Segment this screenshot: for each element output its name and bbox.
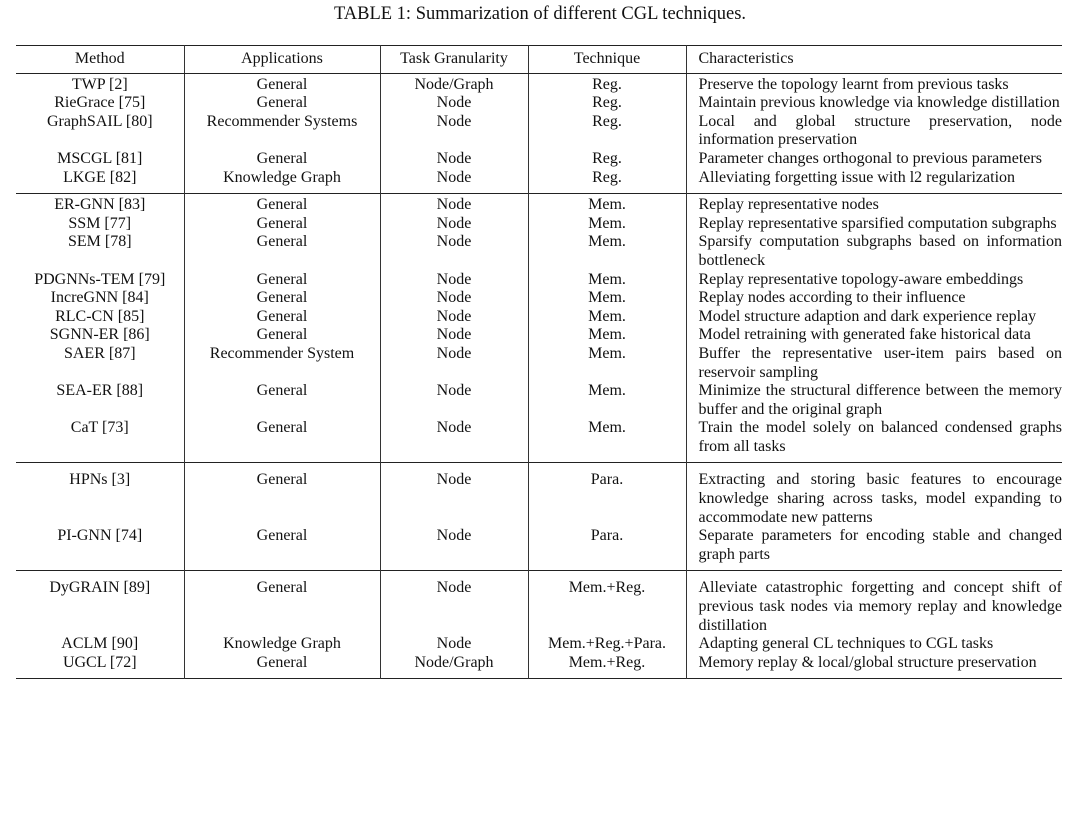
- cell-characteristics: Sparsify computation subgraphs based on information bottleneck: [698, 233, 1062, 269]
- cell-granularity: Node: [380, 463, 528, 527]
- table-row: [16, 169, 1062, 194]
- cell-method: SEA-ER [88]: [16, 382, 184, 419]
- table-row: [16, 635, 1062, 654]
- cell-granularity: Node: [380, 113, 528, 150]
- group-regularization: [16, 73, 1062, 194]
- cell-application: General: [184, 289, 380, 308]
- header-applications: Applications: [184, 46, 380, 74]
- cell-application: Knowledge Graph: [184, 635, 380, 654]
- cell-method: PI-GNN [74]: [16, 527, 184, 571]
- table-row: [16, 113, 1062, 150]
- table-row: [16, 271, 1062, 290]
- cell-application: General: [184, 215, 380, 234]
- cell-method: SAER [87]: [16, 345, 184, 382]
- cell-method: GraphSAIL [80]: [16, 113, 184, 150]
- cell-characteristics: Alleviating forgetting issue with l2 regularization: [698, 168, 1016, 186]
- group-parameter-isolation: [16, 463, 1062, 571]
- cell-technique: Reg.: [528, 169, 686, 194]
- table-row: [16, 326, 1062, 345]
- cell-method: HPNs [3]: [16, 463, 184, 527]
- cell-granularity: Node: [380, 308, 528, 327]
- cell-application: Knowledge Graph: [184, 169, 380, 194]
- cell-granularity: Node: [380, 527, 528, 571]
- cell-granularity: Node: [380, 382, 528, 419]
- cell-application: General: [184, 654, 380, 679]
- cell-characteristics: Replay representative nodes: [698, 196, 879, 214]
- cell-granularity: Node: [380, 94, 528, 113]
- cell-method: ER-GNN [83]: [16, 194, 184, 215]
- group-memory-replay: [16, 194, 1062, 463]
- cell-granularity: Node: [380, 419, 528, 463]
- table-row: [16, 308, 1062, 327]
- cell-technique: Mem.: [528, 326, 686, 345]
- cell-characteristics: Replay representative topology-aware embeddings: [698, 270, 1024, 288]
- cell-characteristics: Local and global structure preservation, node information preservation: [698, 112, 1062, 149]
- table-row: [16, 73, 1062, 94]
- table-row: [16, 215, 1062, 234]
- table-header: [16, 46, 1062, 74]
- cell-technique: Mem.: [528, 215, 686, 234]
- header-row: [16, 46, 1062, 74]
- cell-application: General: [184, 271, 380, 290]
- cell-technique: Reg.: [528, 94, 686, 113]
- table-row: [16, 382, 1062, 419]
- cell-technique: Mem.+Reg.+Para.: [528, 635, 686, 654]
- cell-method: ACLM [90]: [16, 635, 184, 654]
- cell-method: SEM [78]: [16, 233, 184, 270]
- cell-application: Recommender Systems: [184, 113, 380, 150]
- cell-method: SSM [77]: [16, 215, 184, 234]
- cell-granularity: Node: [380, 150, 528, 169]
- group-hybrid: [16, 571, 1062, 679]
- cell-method: SGNN-ER [86]: [16, 326, 184, 345]
- cell-application: General: [184, 150, 380, 169]
- cell-application: General: [184, 527, 380, 571]
- cell-characteristics: Train the model solely on balanced condensed graphs from all tasks: [698, 419, 1062, 455]
- table-row: [16, 463, 1062, 527]
- cell-technique: Mem.: [528, 345, 686, 382]
- cell-application: Recommender System: [184, 345, 380, 382]
- cell-application: General: [184, 326, 380, 345]
- cell-granularity: Node: [380, 271, 528, 290]
- cell-characteristics: Model structure adaption and dark experience replay: [698, 307, 1037, 325]
- cell-technique: Mem.: [528, 419, 686, 463]
- cell-application: General: [184, 571, 380, 635]
- cell-characteristics: Extracting and storing basic features to encourage knowledge sharing across tasks, model expanding to accommodate new patterns: [698, 471, 1062, 526]
- table-row: [16, 94, 1062, 113]
- cell-characteristics: Separate parameters for encoding stable and changed graph parts: [698, 527, 1062, 563]
- cell-method: MSCGL [81]: [16, 150, 184, 169]
- cell-technique: Mem.: [528, 271, 686, 290]
- table-row: [16, 289, 1062, 308]
- cell-technique: Mem.+Reg.: [528, 571, 686, 635]
- cell-technique: Reg.: [528, 113, 686, 150]
- cell-method: RieGrace [75]: [16, 94, 184, 113]
- cell-method: IncreGNN [84]: [16, 289, 184, 308]
- cell-characteristics: Parameter changes orthogonal to previous parameters: [698, 149, 1042, 167]
- cell-application: General: [184, 73, 380, 94]
- cell-method: RLC-CN [85]: [16, 308, 184, 327]
- cell-technique: Mem.+Reg.: [528, 654, 686, 679]
- cell-characteristics: Buffer the representative user-item pairs based on reservoir sampling: [698, 344, 1062, 381]
- cell-granularity: Node: [380, 571, 528, 635]
- header-technique: Technique: [528, 46, 686, 74]
- cell-granularity: Node: [380, 326, 528, 345]
- cell-granularity: Node: [380, 635, 528, 654]
- cell-technique: Mem.: [528, 194, 686, 215]
- cell-characteristics: Minimize the structural difference between the memory buffer and the original graph: [698, 382, 1062, 418]
- cell-application: General: [184, 463, 380, 527]
- cell-characteristics: Memory replay & local/global structure preservation: [698, 653, 1037, 671]
- cell-characteristics: Alleviate catastrophic forgetting and concept shift of previous task nodes via memory replay and knowledge distillation: [698, 579, 1062, 634]
- cell-characteristics: Replay nodes according to their influence: [698, 289, 966, 307]
- cell-granularity: Node: [380, 215, 528, 234]
- cell-characteristics: Preserve the topology learnt from previous tasks: [698, 75, 1009, 93]
- header-task-granularity: Task Granularity: [380, 46, 528, 74]
- cell-method: PDGNNs-TEM [79]: [16, 271, 184, 290]
- cell-method: DyGRAIN [89]: [16, 571, 184, 635]
- cell-characteristics: Replay representative sparsified computation subgraphs: [698, 214, 1057, 232]
- cell-technique: Reg.: [528, 73, 686, 94]
- table-row: [16, 150, 1062, 169]
- cell-characteristics: Model retraining with generated fake historical data: [698, 326, 1031, 344]
- cgl-techniques-table: [16, 45, 1062, 679]
- cell-granularity: Node: [380, 233, 528, 270]
- cell-technique: Mem.: [528, 308, 686, 327]
- table-caption: TABLE 1: Summarization of different CGL techniques.: [333, 4, 747, 24]
- cell-granularity: Node/Graph: [380, 73, 528, 94]
- cell-technique: Para.: [528, 463, 686, 527]
- cell-granularity: Node: [380, 289, 528, 308]
- cell-technique: Mem.: [528, 233, 686, 270]
- table-row: [16, 654, 1062, 679]
- header-method: Method: [16, 46, 184, 74]
- cell-granularity: Node: [380, 194, 528, 215]
- cell-technique: Mem.: [528, 382, 686, 419]
- cell-granularity: Node: [380, 345, 528, 382]
- table-row: [16, 233, 1062, 270]
- table-row: [16, 571, 1062, 635]
- cell-application: General: [184, 308, 380, 327]
- cell-application: General: [184, 194, 380, 215]
- cell-method: TWP [2]: [16, 73, 184, 94]
- cell-application: General: [184, 382, 380, 419]
- cell-method: CaT [73]: [16, 419, 184, 463]
- cell-technique: Para.: [528, 527, 686, 571]
- cell-characteristics: Maintain previous knowledge via knowledge distillation: [698, 94, 1060, 112]
- cell-technique: Reg.: [528, 150, 686, 169]
- cell-characteristics: Adapting general CL techniques to CGL tasks: [698, 635, 994, 653]
- table-row: [16, 194, 1062, 215]
- cell-application: General: [184, 419, 380, 463]
- cell-application: General: [184, 233, 380, 270]
- header-characteristics: Characteristics: [686, 46, 1062, 74]
- cell-method: LKGE [82]: [16, 169, 184, 194]
- table-row: [16, 419, 1062, 463]
- cell-method: UGCL [72]: [16, 654, 184, 679]
- cell-granularity: Node/Graph: [380, 654, 528, 679]
- table-row: [16, 527, 1062, 571]
- cell-technique: Mem.: [528, 289, 686, 308]
- cell-application: General: [184, 94, 380, 113]
- cell-granularity: Node: [380, 169, 528, 194]
- table-row: [16, 345, 1062, 382]
